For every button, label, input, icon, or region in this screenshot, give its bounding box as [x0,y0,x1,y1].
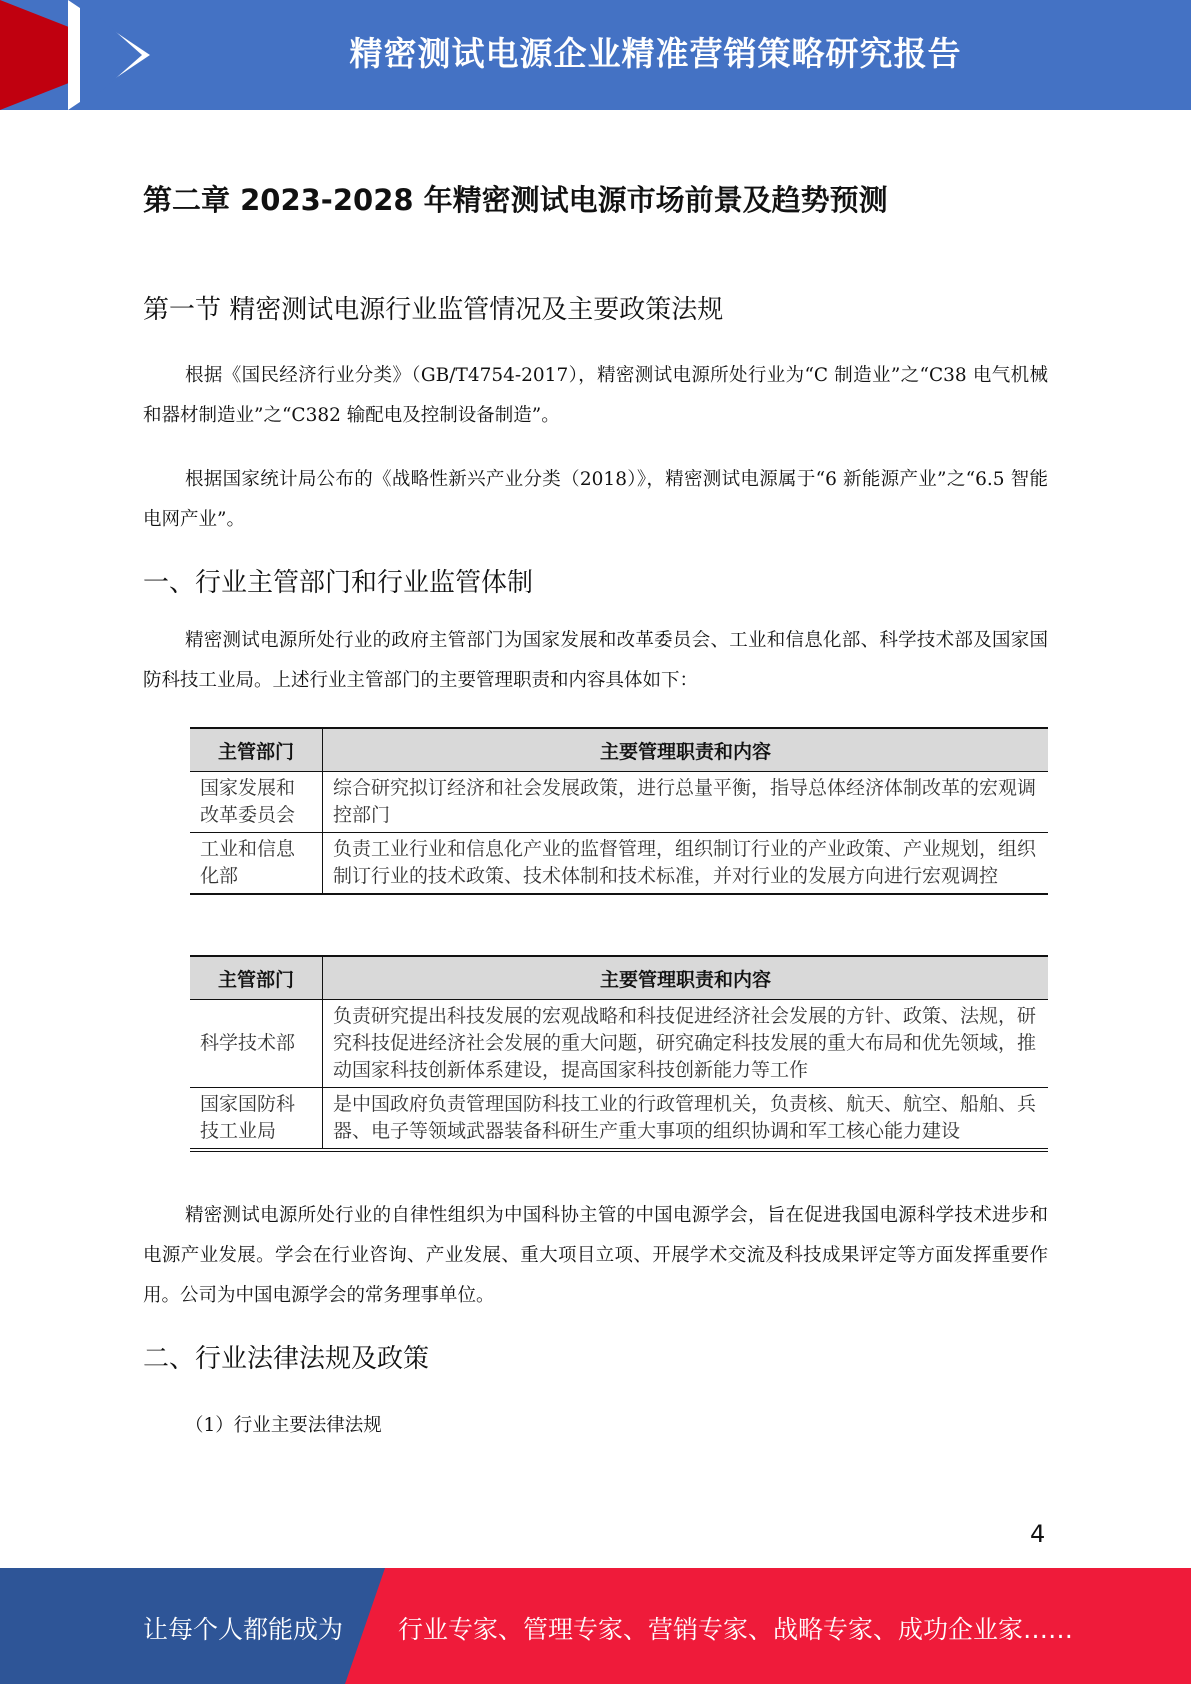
footer-slogan-right: 行业专家、管理专家、营销专家、战略专家、成功企业家…… [398,1615,1074,1644]
footer-blue-slant [345,1568,385,1684]
paragraph-industry-classification: 根据《国民经济行业分类》（GB/T4754-2017），精密测试电源所处行业为“C 制造业”之“C38 电气机械和器材制造业”之“C382 输配电及控制设备制造”。 [143,365,1048,426]
table-cell-dept: 国家国防科技工业局 [190,1088,323,1151]
heading-regulators: 一、行业主管部门和行业监管体制 [143,568,534,598]
table-cell-duty: 综合研究拟订经济和社会发展政策，进行总量平衡，指导总体经济体制改革的宏观调控部门 [323,772,1049,833]
regulator-table-1-wrap [190,727,1048,895]
page-content [143,170,1048,1437]
paragraph-regulators: 精密测试电源所处行业的政府主管部门为国家发展和改革委员会、工业和信息化部、科学技术部及国家国防科技工业局。上述行业主管部门的主要管理职责和内容具体如下： [143,630,1048,691]
table-row [190,1000,1048,1088]
table-row [190,833,1048,895]
paragraph-association: 精密测试电源所处行业的自律性组织为中国科协主管的中国电源学会，旨在促进我国电源科学技术进步和电源产业发展。学会在行业咨询、产业发展、重大项目立项、开展学术交流及科技成果评定等方面发挥重要作用。公司为中国电源学会的常务理事单位。 [143,1205,1048,1306]
section-title: 第一节 精密测试电源行业监管情况及主要政策法规 [143,295,724,325]
table-row [190,772,1048,833]
heading-laws: 二、行业法律法规及政策 [143,1344,430,1374]
header-blue-notch [80,0,142,110]
subheading-laws: （1）行业主要法律法规 [185,1415,382,1436]
chapter-title: 第二章 2023-2028 年精密测试电源市场前景及趋势预测 [143,183,888,217]
regulator-table-1 [190,727,1048,895]
regulator-table-2-wrap [190,955,1048,1152]
table-header-dept: 主管部门 [190,728,323,772]
table-cell-duty: 负责研究提出科技发展的宏观战略和科技促进经济社会发展的方针、政策、法规，研究科技促进经济社会发展的重大问题，研究确定科技发展的重大布局和优先领域，推动国家科技创新体系建设，提高国家科技创新能力等工作 [323,1000,1049,1088]
page-header [0,0,1191,110]
table-header-duty: 主要管理职责和内容 [323,956,1049,1000]
page-number: 4 [1030,1520,1046,1548]
table-row [190,1088,1048,1151]
table-cell-dept: 工业和信息化部 [190,833,323,895]
regulator-table-2 [190,955,1048,1152]
report-title: 精密测试电源企业精准营销策略研究报告 [349,34,962,73]
table-header-duty: 主要管理职责和内容 [323,728,1049,772]
footer-slogan-left: 让每个人都能成为 [143,1615,344,1644]
table-cell-dept: 科学技术部 [190,1000,323,1088]
table-cell-duty: 是中国政府负责管理国防科技工业的行政管理机关，负责核、航天、航空、船舶、兵器、电子等领域武器装备科研生产重大事项的组织协调和军工核心能力建设 [323,1088,1049,1151]
page-footer [0,1568,1191,1684]
paragraph-strategic-classification: 根据国家统计局公布的《战略性新兴产业分类（2018）》，精密测试电源属于“6 新能源产业”之“6.5 智能电网产业”。 [143,469,1048,530]
table-header-dept: 主管部门 [190,956,323,1000]
table-cell-dept: 国家发展和改革委员会 [190,772,323,833]
table-cell-duty: 负责工业行业和信息化产业的监督管理，组织制订行业的产业政策、产业规划，组织制订行业的技术政策、技术体制和技术标准，并对行业的发展方向进行宏观调控 [323,833,1049,895]
